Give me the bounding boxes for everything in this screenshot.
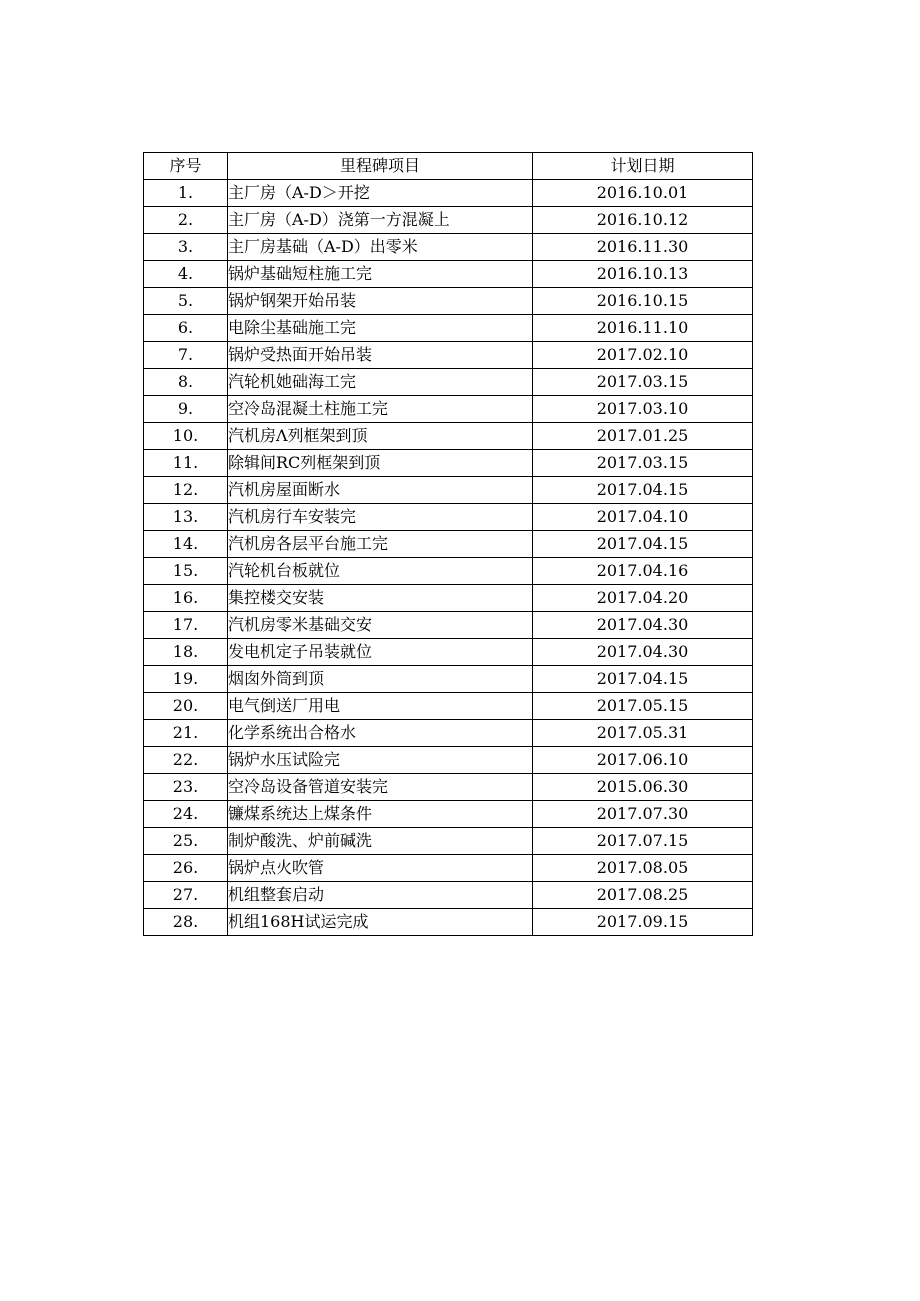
row-item-cell: 机组整套启动	[228, 882, 533, 909]
row-date-cell: 2017.04.10	[533, 504, 753, 531]
table-row	[144, 477, 753, 504]
row-seq-cell: 24.	[144, 801, 228, 828]
row-date-cell: 2017.03.15	[533, 450, 753, 477]
row-date-cell: 2016.10.13	[533, 261, 753, 288]
row-item-cell: 主厂房基础（A-D）出零米	[228, 234, 533, 261]
row-item-cell: 集控楼交安装	[228, 585, 533, 612]
table-row	[144, 396, 753, 423]
table-row	[144, 450, 753, 477]
row-seq-cell: 16.	[144, 585, 228, 612]
row-date-cell: 2015.06.30	[533, 774, 753, 801]
row-seq-cell: 28.	[144, 909, 228, 936]
row-seq-cell: 13.	[144, 504, 228, 531]
header-milestone-item: 里程碑项目	[228, 153, 533, 180]
row-date-cell: 2017.06.10	[533, 747, 753, 774]
table-row	[144, 801, 753, 828]
row-date-cell: 2016.11.30	[533, 234, 753, 261]
table-row	[144, 234, 753, 261]
table-header-row	[144, 153, 753, 180]
row-item-cell: 锅炉钢架开始吊装	[228, 288, 533, 315]
row-item-cell: 锅炉基础短柱施工完	[228, 261, 533, 288]
row-date-cell: 2017.08.05	[533, 855, 753, 882]
table-row	[144, 639, 753, 666]
row-item-cell: 电气倒送厂用电	[228, 693, 533, 720]
table-row	[144, 342, 753, 369]
row-seq-cell: 5.	[144, 288, 228, 315]
milestone-table	[143, 152, 753, 936]
row-seq-cell: 2.	[144, 207, 228, 234]
table-row	[144, 369, 753, 396]
row-seq-cell: 15.	[144, 558, 228, 585]
table-row	[144, 180, 753, 207]
table-row	[144, 855, 753, 882]
row-item-cell: 发电机定子吊装就位	[228, 639, 533, 666]
row-seq-cell: 11.	[144, 450, 228, 477]
row-seq-cell: 23.	[144, 774, 228, 801]
row-seq-cell: 22.	[144, 747, 228, 774]
row-item-cell: 锅炉受热面开始吊装	[228, 342, 533, 369]
table-row	[144, 747, 753, 774]
table-row	[144, 909, 753, 936]
row-date-cell: 2016.11.10	[533, 315, 753, 342]
table-row	[144, 207, 753, 234]
table-row	[144, 882, 753, 909]
row-item-cell: 空冷岛混凝土柱施工完	[228, 396, 533, 423]
row-item-cell: 电除尘基础施工完	[228, 315, 533, 342]
table-row	[144, 693, 753, 720]
row-date-cell: 2017.05.31	[533, 720, 753, 747]
row-date-cell: 2017.03.15	[533, 369, 753, 396]
row-item-cell: 汽轮机她础海工完	[228, 369, 533, 396]
row-date-cell: 2017.04.30	[533, 612, 753, 639]
row-seq-cell: 14.	[144, 531, 228, 558]
row-seq-cell: 17.	[144, 612, 228, 639]
row-seq-cell: 26.	[144, 855, 228, 882]
row-seq-cell: 9.	[144, 396, 228, 423]
row-seq-cell: 10.	[144, 423, 228, 450]
row-item-cell: 除辑间RC列框架到顶	[228, 450, 533, 477]
row-item-cell: 汽机房屋面断水	[228, 477, 533, 504]
table-row	[144, 828, 753, 855]
row-seq-cell: 4.	[144, 261, 228, 288]
row-date-cell: 2016.10.12	[533, 207, 753, 234]
row-item-cell: 锅炉点火吹管	[228, 855, 533, 882]
header-planned-date: 计划日期	[533, 153, 753, 180]
row-date-cell: 2017.09.15	[533, 909, 753, 936]
row-date-cell: 2016.10.01	[533, 180, 753, 207]
row-date-cell: 2017.08.25	[533, 882, 753, 909]
row-date-cell: 2017.04.30	[533, 639, 753, 666]
row-seq-cell: 20.	[144, 693, 228, 720]
row-date-cell: 2017.07.30	[533, 801, 753, 828]
row-date-cell: 2016.10.15	[533, 288, 753, 315]
row-item-cell: 主厂房（A-D＞开挖	[228, 180, 533, 207]
row-seq-cell: 3.	[144, 234, 228, 261]
table-row	[144, 612, 753, 639]
table-row	[144, 315, 753, 342]
row-item-cell: 汽机房各层平台施工完	[228, 531, 533, 558]
row-item-cell: 汽机房行车安装完	[228, 504, 533, 531]
row-date-cell: 2017.04.15	[533, 531, 753, 558]
row-date-cell: 2017.01.25	[533, 423, 753, 450]
row-date-cell: 2017.04.15	[533, 477, 753, 504]
row-seq-cell: 7.	[144, 342, 228, 369]
row-item-cell: 烟囱外筒到顶	[228, 666, 533, 693]
row-item-cell: 汽机房零米基础交安	[228, 612, 533, 639]
row-item-cell: 镰煤系统达上煤条件	[228, 801, 533, 828]
row-seq-cell: 6.	[144, 315, 228, 342]
row-date-cell: 2017.07.15	[533, 828, 753, 855]
row-seq-cell: 1.	[144, 180, 228, 207]
row-item-cell: 锅炉水压试险完	[228, 747, 533, 774]
row-item-cell: 机组168H试运完成	[228, 909, 533, 936]
table-row	[144, 720, 753, 747]
row-item-cell: 制炉酸洗、炉前碱洗	[228, 828, 533, 855]
row-date-cell: 2017.03.10	[533, 396, 753, 423]
row-seq-cell: 8.	[144, 369, 228, 396]
row-item-cell: 汽轮机台板就位	[228, 558, 533, 585]
table-row	[144, 774, 753, 801]
row-item-cell: 空冷岛设备管道安装完	[228, 774, 533, 801]
row-date-cell: 2017.04.20	[533, 585, 753, 612]
row-item-cell: 主厂房（A-D）浇第一方混凝上	[228, 207, 533, 234]
table-row	[144, 585, 753, 612]
row-item-cell: 化学系统出合格水	[228, 720, 533, 747]
table-row	[144, 558, 753, 585]
row-seq-cell: 21.	[144, 720, 228, 747]
row-item-cell: 汽机房Λ列框架到顶	[228, 423, 533, 450]
row-seq-cell: 19.	[144, 666, 228, 693]
header-seq: 序号	[144, 153, 228, 180]
row-seq-cell: 25.	[144, 828, 228, 855]
row-date-cell: 2017.05.15	[533, 693, 753, 720]
table-row	[144, 288, 753, 315]
row-date-cell: 2017.04.15	[533, 666, 753, 693]
row-date-cell: 2017.02.10	[533, 342, 753, 369]
table-row	[144, 666, 753, 693]
table-row	[144, 531, 753, 558]
table-row	[144, 261, 753, 288]
table-row	[144, 423, 753, 450]
row-seq-cell: 12.	[144, 477, 228, 504]
row-date-cell: 2017.04.16	[533, 558, 753, 585]
row-seq-cell: 27.	[144, 882, 228, 909]
row-seq-cell: 18.	[144, 639, 228, 666]
table-row	[144, 504, 753, 531]
